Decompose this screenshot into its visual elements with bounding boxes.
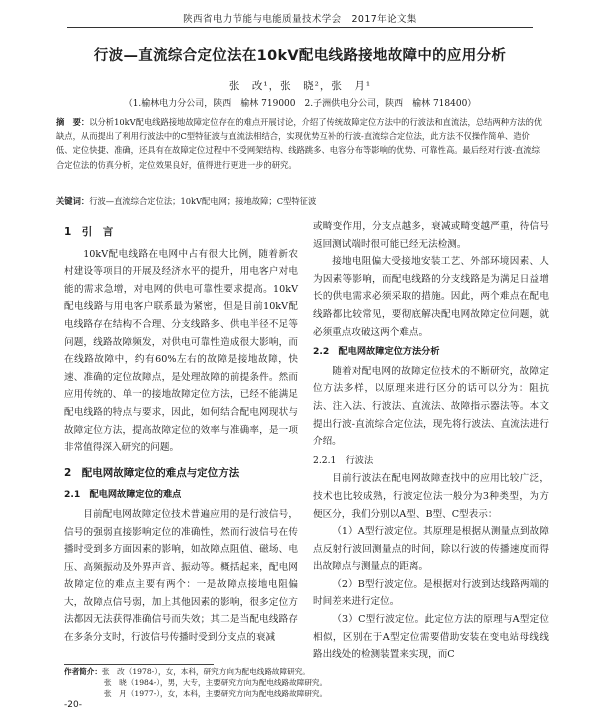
paragraph-grounding: 接地电阻偏大受接地安装工艺、外部环境因素、人为因素等影响，而配电线路的分支线路是为满足日益增长的供电需求必须采取的措施。因此，两个难点在配电线路都比较常见，要彻底解决配电网故障定位问题，就必须重点攻破这两个难点。 bbox=[313, 256, 549, 338]
left-column bbox=[64, 218, 298, 647]
keywords-text: 行波—直流综合定位法；10kV配电网；接地故障；C型特征波 bbox=[89, 196, 317, 206]
paragraph-methods: 随着对配电网的故障定位技术的不断研究，故障定位方法多样，以原理来进行区分的话可以分为：阻抗法、注入法、行波法、直流法、故障指示器法等。本文提出行波-直流综合定位法，现先将行波法、直流法进行介绍。 bbox=[313, 365, 549, 448]
subsubsection-heading-traveling-wave: 2.2.1 行波法 bbox=[313, 454, 374, 466]
footnote-line: 张 改（1978-），女，本科，研究方向为配电线路故障研究。 bbox=[101, 667, 310, 676]
author-list: 张 改¹，张 晓²，张 月¹ bbox=[228, 80, 372, 92]
section-heading-difficulties: 2 配电网故障定位的难点与定位方法 bbox=[64, 466, 240, 479]
footnote-label: 作者简介： bbox=[64, 667, 102, 676]
paragraph-difficulties: 目前配电网故障定位技术普遍应用的是行波信号，信号的强弱直接影响定位的准确性，然而行波信号在传播时受到多方面因素的影响，如故障点阻值、磁场、电压、高频振动及外界声音、振动等。概括起来，配电网故障定位的难点主要有两个：一是故障点接地电阻偏大，故障点信号弱，加上其他因素的影响，很多定位方法都因无法获得准确信号而失效；其二是当配电线路存在多条分支时，行波信号传播时受到分支点的衰减 bbox=[64, 508, 298, 644]
paragraph-traveling-wave: 目前行波法在配电网故障查找中的应用比较广泛，技术也比较成熟，行波定位法一般分为3种类型，为方便区分，我们分别以A型、B型、C型表示： bbox=[313, 473, 549, 520]
footnote-line: 张 晓（1984-），男，大专，主要研究方向为配电线路故障研究。 bbox=[104, 678, 328, 687]
keywords bbox=[56, 195, 546, 207]
subsection-heading-methods: 2.2 配电网故障定位方法分析 bbox=[313, 346, 440, 358]
right-column bbox=[313, 218, 549, 664]
paragraph-type-b: （2）B型行波定位。是根据对行波到达线路两端的时间差来进行定位。 bbox=[313, 578, 549, 608]
paragraph-continued: 或畸变作用，分支点越多，衰减或畸变越严重，待信号返回测试端时很可能已经无法检测。 bbox=[313, 221, 549, 250]
footnote-line: 张 月（1977-），女，本科，主要研究方向为配电线路故障研究。 bbox=[104, 689, 328, 698]
subsection-heading-difficulties: 2.1 配电网故障定位的难点 bbox=[64, 489, 182, 501]
abstract-text: 以分析10kV配电线路接地故障定位存在的难点开展讨论，介绍了传统故障定位方法中的行波法和直流法，总结两种方法的优缺点，从而提出了利用行波法中的C型特征波与直流法相结合，实现优势互补的行波-直流综合定位法，此方法不仅操作简单、造价低、定位快捷、准确，还具有在故障定位过程中不受网架结构、线路跳多、电容分布等影响的优势、可靠性高。最后经对行波-直流综合定位法的仿真分析，定位效果良好，值得进行更进一步的研究。 bbox=[56, 117, 543, 170]
section-heading-introduction: 1 引 言 bbox=[64, 226, 114, 238]
author-affiliation: （1.榆林电力分公司，陕西 榆林 719000 2.子洲供电分公司，陕西 榆林 718400） bbox=[123, 99, 477, 109]
abstract bbox=[56, 115, 546, 172]
footnote-rule bbox=[64, 664, 214, 665]
paragraph-type-c: （3）C型行波定位。此定位方法的原理与A型定位相似，区别在于A型定位需要借助安装在变电站母线线路出线处的检测装置来实现，而C bbox=[313, 614, 549, 661]
abstract-label: 摘 要： bbox=[56, 117, 90, 127]
header-rule bbox=[67, 27, 533, 28]
page-number: -20- bbox=[64, 700, 82, 710]
author-footnote bbox=[64, 666, 560, 699]
keywords-label: 关键词： bbox=[56, 196, 90, 206]
running-header: 陕西省电力节能与电能质量技术学会 2017年论文集 bbox=[183, 14, 417, 25]
paper-title: 行波—直流综合定位法在10kV配电线路接地故障中的应用分析 bbox=[93, 48, 507, 64]
paragraph-type-a: （1）A型行波定位。其原理是根据从测量点到故障点反射行波回测量点的时间，除以行波的传播速度而得出故障点与测量点的距离。 bbox=[313, 526, 549, 573]
paragraph-introduction: 10kV配电线路在电网中占有很大比例，随着新农村建设等项目的开展及经济水平的提升，用电客户对电能的需求急增，对电网的供电可靠性要求提高。10kV配电线路与用电客户联系最为紧密，但是目前10kV配电线路存在结构不合理、分支线路多、供电半径不足等问题，线路故障频发，对供电可靠性造成很大影响，而在线路故障中，约有60%左右的故障是接地故障，快速、准确的定位故障点，是处理故障的前提条件。然而应用传统的、单一的接地故障定位方法，已经不能满足配电线路的特点与要求，因此，如何结合配电网现状与故障定位方法，提高故障定位的效率与准确率，是一项非常值得深入研究的问题。 bbox=[64, 248, 298, 454]
